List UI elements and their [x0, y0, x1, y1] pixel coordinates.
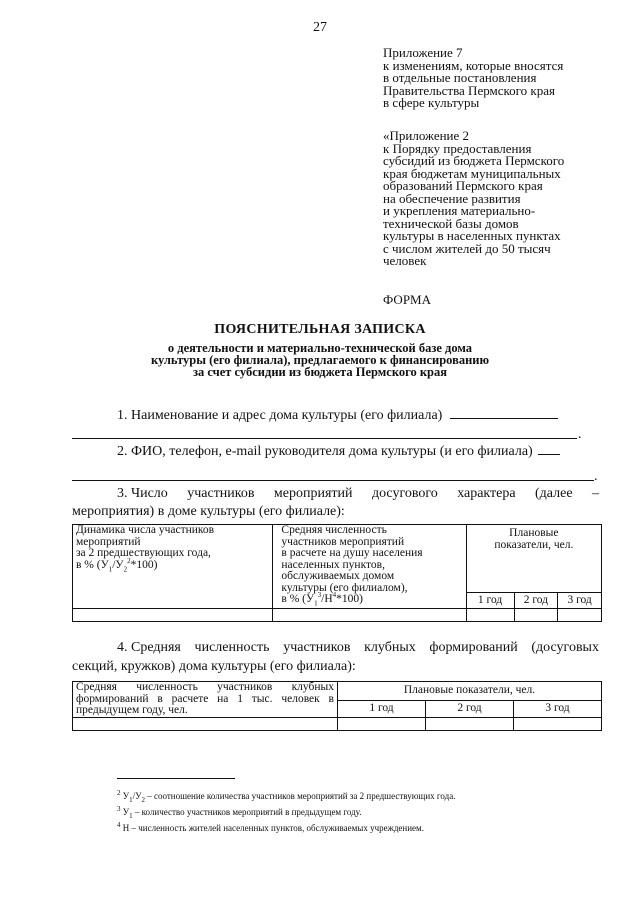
word: участников: [283, 640, 351, 655]
appendix-line: культуры в населенных пунктах: [383, 228, 561, 243]
page-number: 27: [313, 20, 327, 35]
subtitle-line: культуры (его филиала), предлагаемого к финансированию: [150, 352, 490, 367]
fill-in-line[interactable]: [72, 480, 594, 481]
document-subtitle: [0, 343, 640, 378]
document-title: ПОЯСНИТЕЛЬНАЯ ЗАПИСКА: [214, 322, 426, 337]
participants-table: [72, 524, 602, 622]
appendix-line: в отдельные постановления: [383, 70, 537, 85]
appendix-line: в сфере культуры: [383, 95, 480, 110]
appendix-line: к Порядку предоставления: [383, 140, 532, 156]
header-planned: Плановые показатели, чел.: [466, 525, 601, 593]
footnote-separator: [117, 778, 235, 779]
appendix-line: «Приложение 2: [383, 128, 470, 143]
appendix-line: на обеспечение развития: [383, 190, 521, 206]
header-line: культуры (его филиалом),: [281, 581, 408, 594]
item-3-line-1: [117, 486, 599, 502]
cell-empty[interactable]: [426, 717, 514, 730]
fill-in-blank[interactable]: [538, 442, 560, 455]
appendix-7-header: [383, 47, 563, 110]
appendix-line: края бюджетам муниципальных: [383, 165, 561, 181]
appendix-line: образований Пермского края: [383, 178, 543, 193]
club-formations-table: [72, 681, 602, 731]
header-club-average: Средняя численность участников клубных формирований в расчете на 1 тыс. человек в предыдущем году, чел.: [73, 682, 338, 718]
header-year-2: 2 год: [514, 593, 558, 609]
fill-in-blank[interactable]: [450, 406, 558, 419]
header-year-2: 2 год: [426, 700, 514, 717]
word: формирований: [429, 640, 518, 655]
header-line: за 2 предшествующих года,: [76, 547, 211, 559]
appendix-line: Правительства Пермского края: [383, 82, 555, 98]
appendix-line: субсидий из бюджета Пермского: [383, 153, 565, 168]
header-line: в расчете на душу населения: [281, 547, 423, 559]
appendix-line: к изменениям, которые вносятся: [383, 57, 564, 73]
header-line: населенных пунктов,: [281, 558, 385, 571]
cell-empty[interactable]: [338, 717, 426, 730]
word: (досуговых: [531, 640, 599, 655]
footnote-3: $^3$ $У_1$ – количество участников мероприятий в предыдущем году.: [117, 805, 362, 820]
header-line: участников мероприятий: [281, 535, 405, 548]
header-line: мероприятий: [76, 535, 141, 548]
appendix-2-header: [383, 130, 564, 268]
word: –: [591, 486, 599, 501]
appendix-line: и укрепления материально-: [383, 203, 536, 218]
cell-empty[interactable]: [466, 609, 514, 622]
form-label: ФОРМА: [383, 292, 431, 307]
header-average: [273, 525, 466, 609]
word: 4. Средняя: [117, 640, 181, 655]
appendix-line: технической базы домов: [383, 215, 519, 231]
cell-empty[interactable]: [514, 717, 602, 730]
period: .: [578, 427, 582, 442]
word: мероприятий: [273, 486, 353, 501]
word: численность: [194, 640, 270, 655]
item-4-line-1: [117, 640, 599, 656]
footnote-2: $^2$ $У_1/У_2$ – соотношение количества участников мероприятий за 2 предшествующих года.: [117, 789, 456, 804]
fill-in-line[interactable]: [72, 438, 577, 439]
item-2: [117, 442, 560, 460]
item-3-line-2: мероприятия) в доме культуры (его филиале):: [72, 504, 345, 519]
item-1-text: 1. Наименование и адрес дома культуры (его филиала): [117, 408, 443, 423]
word: (далее: [535, 486, 573, 501]
header-year-1: 1 год: [338, 700, 426, 717]
cell-empty[interactable]: [558, 609, 602, 622]
period: .: [594, 469, 598, 484]
header-planned: Плановые показатели, чел.: [338, 682, 602, 701]
item-4-line-2: секций, кружков) дома культуры (его филиала):: [72, 659, 356, 674]
header-year-3: 3 год: [514, 700, 602, 717]
appendix-line: человек: [383, 253, 427, 268]
word: участников: [187, 486, 255, 501]
header-line: обслуживаемых домом: [281, 570, 395, 582]
appendix-line: с числом жителей до 50 тысяч: [383, 240, 551, 256]
footnote-4: $^4$ Н – численность жителей населенных пунктов, обслуживаемых учреждением.: [117, 821, 424, 833]
subtitle-line: о деятельности и материально-технической базе дома: [167, 341, 473, 355]
cell-empty[interactable]: [73, 717, 338, 730]
header-formula: в % $(У_1^3/Н^4*100)$: [281, 591, 363, 608]
cell-empty[interactable]: [73, 609, 273, 622]
header-formula: в % $(У_1/У_2^2*100)$: [76, 556, 158, 573]
header-line: Средняя численность: [281, 524, 387, 536]
header-dynamics: [73, 525, 273, 609]
word: характера: [457, 486, 516, 501]
header-year-1: 1 год: [466, 593, 514, 609]
cell-empty[interactable]: [514, 609, 558, 622]
header-line: Динамика числа участников: [76, 524, 215, 536]
word: 3. Число: [117, 486, 168, 501]
item-2-text: 2. ФИО, телефон, e-mail руководителя дома культуры (и его филиала): [117, 444, 533, 459]
subtitle-line: за счет субсидии из бюджета Пермского края: [192, 364, 448, 379]
word: досугового: [371, 486, 438, 501]
cell-empty[interactable]: [273, 609, 466, 622]
word: клубных: [364, 640, 416, 655]
header-year-3: 3 год: [558, 593, 602, 609]
appendix-line: Приложение 7: [383, 45, 463, 60]
item-1: [117, 406, 558, 424]
